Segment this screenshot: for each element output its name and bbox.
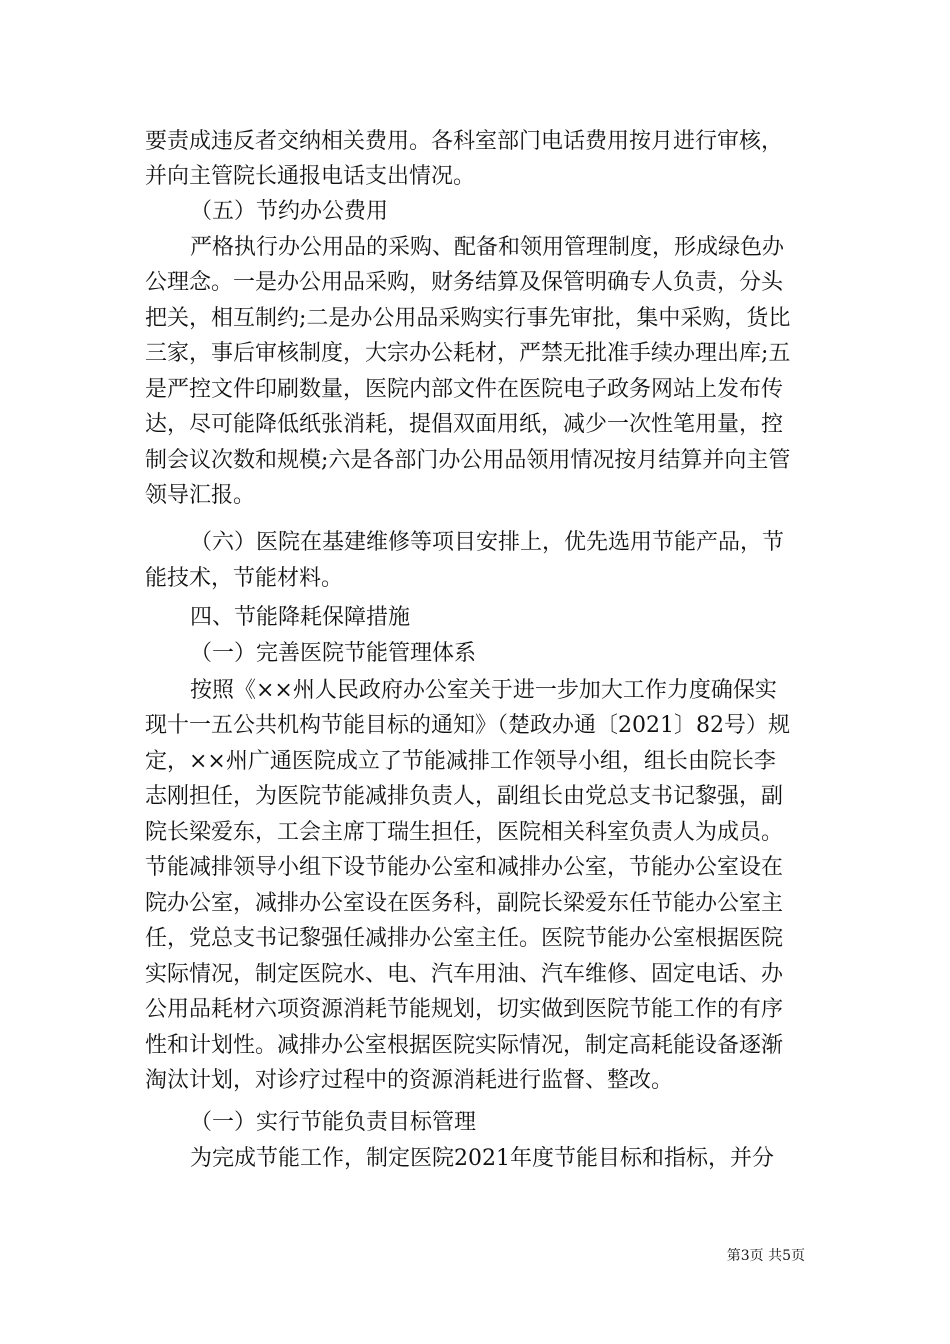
- section-heading: （一）实行节能负责目标管理: [190, 1110, 477, 1135]
- body-text-line: 公理念。一是办公用品采购，财务结算及保管明确专人负责，分头: [145, 270, 784, 295]
- body-text-line: 实际情况，制定医院水、电、汽车用油、汽车维修、固定电话、办: [145, 962, 784, 987]
- page-number: 第3页 共5页: [726, 1248, 805, 1264]
- body-text-line: 现十一五公共机构节能目标的通知》（楚政办通〔2021〕82号）规: [145, 713, 790, 738]
- body-text-line: 淘汰计划，对诊疗过程中的资源消耗进行监督、整改。: [145, 1068, 674, 1093]
- body-text-line: 性和计划性。减排办公室根据医院实际情况，制定高耗能设备逐渐: [145, 1033, 784, 1058]
- body-text-line: 领导汇报。: [145, 483, 256, 508]
- body-text-line: 定，××州广通医院成立了节能减排工作领导小组，组长由院长李: [145, 749, 776, 774]
- section-heading: （一）完善医院节能管理体系: [190, 641, 477, 666]
- body-text-line: 任，党总支书记黎强任减排办公室主任。医院节能办公室根据医院: [145, 926, 784, 951]
- body-text-line: 按照《××州人民政府办公室关于进一步加大工作力度确保实: [190, 678, 777, 703]
- body-text-line: 志刚担任，为医院节能减排负责人，副组长由党总支书记黎强，副: [145, 784, 784, 809]
- body-text-line: 三家，事后审核制度，大宗办公耗材，严禁无批准手续办理出库;五: [145, 341, 791, 366]
- body-text-line: 为完成节能工作，制定医院2021年度节能目标和指标，并分: [190, 1146, 774, 1171]
- body-text-line: 能技术，节能材料。: [145, 566, 344, 591]
- body-text-line: 院长梁爱东，工会主席丁瑞生担任，医院相关科室负责人为成员。: [145, 820, 784, 845]
- body-text-line: 是严控文件印刷数量，医院内部文件在医院电子政务网站上发布传: [145, 377, 784, 402]
- body-text-line: 制会议次数和规模;六是各部门办公用品领用情况按月结算并向主管: [145, 448, 791, 473]
- body-text-line: 公用品耗材六项资源消耗节能规划，切实做到医院节能工作的有序: [145, 997, 784, 1022]
- body-text-line: （六）医院在基建维修等项目安排上，优先选用节能产品，节: [190, 530, 785, 555]
- body-text-line: 把关，相互制约;二是办公用品采购实行事先审批，集中采购，货比: [145, 306, 791, 331]
- body-text-line: 节能减排领导小组下设节能办公室和减排办公室，节能办公室设在: [145, 855, 784, 880]
- body-text-line: 严格执行办公用品的采购、配备和领用管理制度，形成绿色办: [190, 235, 785, 260]
- section-heading: （五）节约办公费用: [190, 199, 389, 224]
- body-text-line: 达，尽可能降低纸张消耗，提倡双面用纸，减少一次性笔用量，控: [145, 412, 784, 437]
- body-text-line: 并向主管院长通报电话支出情况。: [145, 164, 476, 189]
- body-text-line: 要责成违反者交纳相关费用。各科室部门电话费用按月进行审核，: [145, 129, 784, 154]
- body-text-line: 院办公室，减排办公室设在医务科，副院长梁爱东任节能办公室主: [145, 891, 784, 916]
- section-heading: 四、节能降耗保障措施: [190, 605, 411, 630]
